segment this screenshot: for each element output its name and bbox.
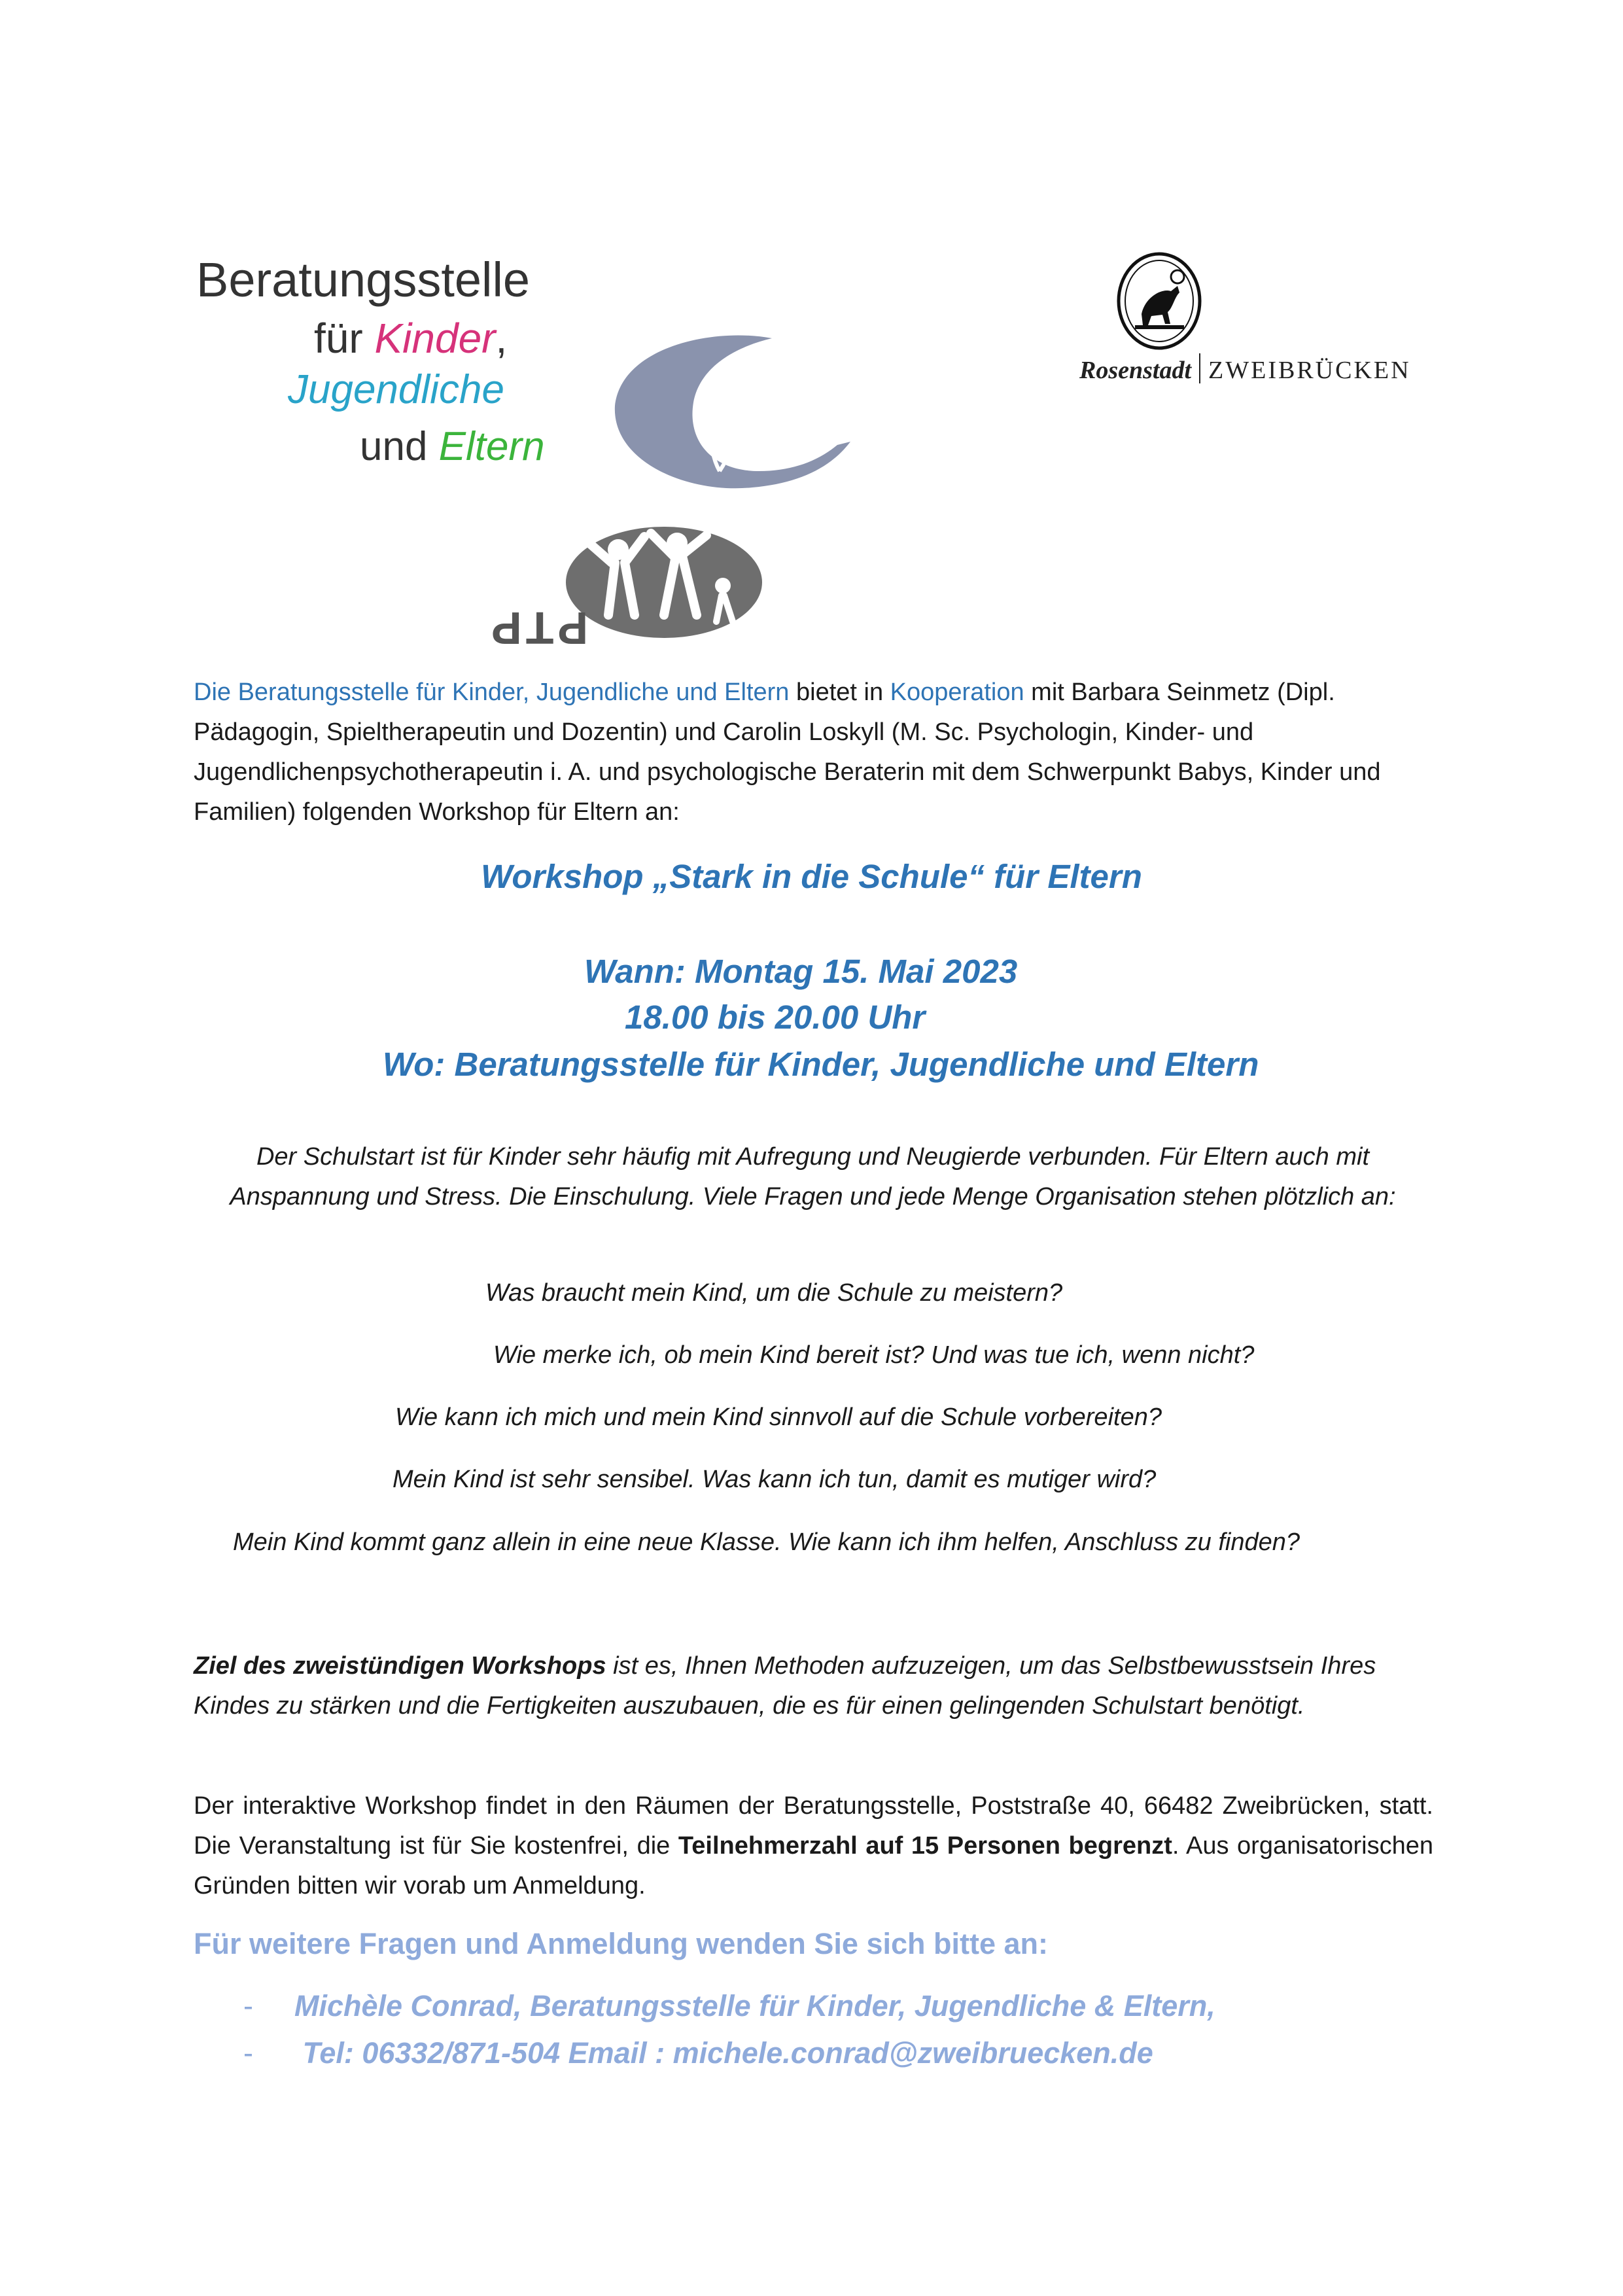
horse-crest-icon [1115,252,1204,350]
city-divider [1199,353,1200,383]
contact-heading: Für weitere Fragen und Anmeldung wenden Sie sich bitte an: [194,1927,1048,1960]
logo-line-beratungsstelle: Beratungsstelle [196,253,531,307]
question-item: Was braucht mein Kind, um die Schule zu meistern? [485,1279,1063,1307]
ptp-logo [481,523,762,654]
city-logo [1079,252,1446,396]
workshop-when: Wann: Montag 15. Mai 2023 [584,953,1018,990]
org-name: Die Beratungsstelle für Kinder, Jugendliche und Eltern [194,679,790,706]
city-name-rosenstadt: Rosenstadt [1079,357,1192,384]
c-emblem-logo [608,330,857,494]
city-name-zweibruecken: ZWEIBRÜCKEN [1208,357,1411,384]
workshop-time: 18.00 bis 20.00 Uhr [625,998,926,1036]
question-item: Wie kann ich mich und mein Kind sinnvoll auf die Schule vorbereiten? [395,1404,1162,1431]
workshop-where: Wo: Beratungsstelle für Kinder, Jugendliche und Eltern [383,1046,1259,1083]
goal-paragraph: Ziel des zweistündigen Workshops ist es, Ihnen Methoden aufzuzeigen, um das Selbstbewusstsein Ihres Kindes zu stärken und die Fertigkeiten auszubauen, die es für einen gelingenden Schulstart benötigt. [194,1652,1376,1720]
description-paragraph: Der Schulstart ist für Kinder sehr häufig mit Aufregung und Neugierde verbunden. Für Eltern auch mit Anspannung und Stress. Die Einschulung. Viele Fragen und jede Menge Organisation stehen plötzlich an: [230,1143,1396,1210]
logo-line-eltern: und Eltern [360,424,545,469]
kooperation-word: Kooperation [890,679,1024,706]
workshop-title: Workshop „Stark in die Schule“ für Eltern [481,858,1142,895]
goal-lead: Ziel des zweistündigen Workshops [194,1652,606,1680]
intro-paragraph: Die Beratungsstelle für Kinder, Jugendliche und Eltern bietet in Kooperation mit Barbara Seinmetz (Dipl. Pädagogin, Spieltherapeutin und Dozentin) und Carolin Loskyll (M. Sc. Psychologin, Kinder- und Jugendlichenpsychotherapeutin i. A. und psychologische Beraterin mit dem Schwerpunkt Babys, Kinder und Familien) folgenden Workshop für Eltern an: [194,679,1381,826]
question-item: Wie merke ich, ob mein Kind bereit ist? Und was tue ich, wenn nicht? [493,1341,1255,1369]
logo-word-kinder: Kinder [374,315,496,362]
contact-line-phone-email[interactable]: - Tel: 06332/871-504 Email : michele.conrad@zweibruecken.de [243,2036,1153,2070]
question-item: Mein Kind ist sehr sensibel. Was kann ich tun, damit es mutiger wird? [393,1466,1157,1493]
ptp-text: PTP [487,603,589,654]
logo-line-jugendliche: Jugendliche [288,367,504,412]
question-item: Mein Kind kommt ganz allein in eine neue Klasse. Wie kann ich ihm helfen, Anschluss zu finden? [233,1528,1300,1556]
beratungsstelle-logo [196,252,589,487]
contact-line-name: - Michèle Conrad, Beratungsstelle für Kinder, Jugendliche & Eltern, [243,1989,1215,2022]
participant-limit: Teilnehmerzahl auf 15 Personen begrenzt [678,1832,1172,1860]
logo-line-kinder: für Kinder, [314,315,508,362]
logo-word-eltern: Eltern [438,424,545,469]
location-paragraph: Der interaktive Workshop findet in den Räumen der Beratungsstelle, Poststraße 40, 66482 Zweibrücken, statt. Die Veranstaltung ist für Sie kostenfrei, die Teilnehmerzahl auf 15 Personen begrenzt. Aus organisatorischen Gründen bitten wir vorab um Anmeldung. [194,1792,1434,1899]
